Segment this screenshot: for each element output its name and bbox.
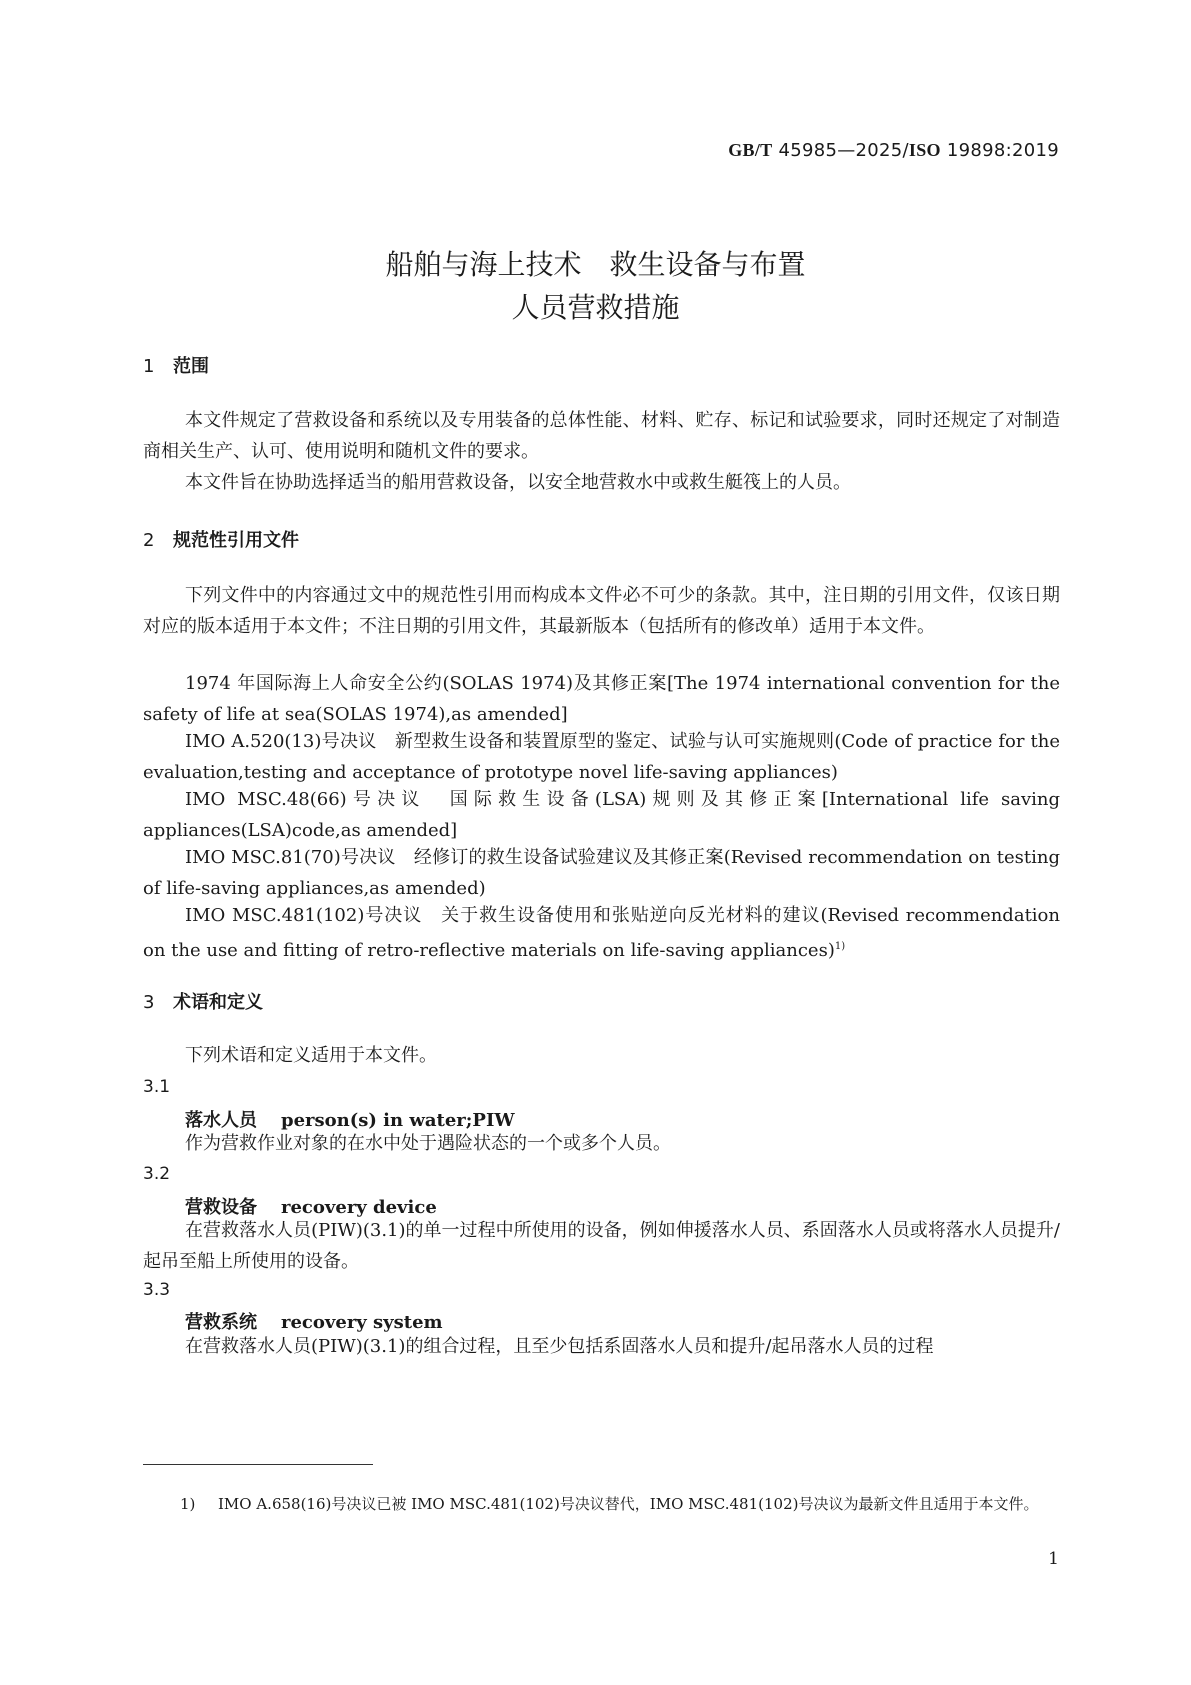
std-iso-number: 19898:2019 bbox=[940, 140, 1059, 161]
section-1-paragraph-2: 本文件旨在协助选择适当的船用营救设备，以安全地营救水中或救生艇筏上的人员。 bbox=[185, 472, 851, 493]
footnote-mark: 1) bbox=[180, 1495, 196, 1513]
term-3-2-en: recovery device bbox=[281, 1197, 437, 1218]
document-title-line1 bbox=[0, 243, 1191, 283]
term-3-1-number: 3.1 bbox=[143, 1077, 171, 1097]
term-3-1-zh: 落水人员 bbox=[185, 1110, 257, 1131]
footnote-divider bbox=[143, 1464, 373, 1465]
footnote-text: IMO A.658(16)号决议已被 IMO MSC.481(102)号决议替代，IMO MSC.481(102)号决议为最新文件且适用于本文件。 bbox=[218, 1495, 1039, 1513]
term-3-1-en: person(s) in water;PIW bbox=[281, 1110, 515, 1131]
footnote bbox=[180, 1490, 1060, 1518]
reference-5-text: IMO MSC.481(102)号决议 关于救生设备使用和张贴逆向反光材料的建议(Revised recommendation on the use and fitting of retro-reflective materials on life-saving appliances) bbox=[143, 905, 1060, 961]
section-3-heading bbox=[143, 988, 263, 1014]
term-3-3-en: recovery system bbox=[281, 1312, 443, 1333]
section-2-number: 2 bbox=[143, 530, 155, 551]
reference-4: IMO MSC.81(70)号决议 经修订的救生设备试验建议及其修正案(Revised recommendation on testing of life-saving appliances,as amended) bbox=[143, 847, 1060, 899]
section-1-paragraph-1: 本文件规定了营救设备和系统以及专用装备的总体性能、材料、贮存、标记和试验要求，同时还规定了对制造商相关生产、认可、使用说明和随机文件的要求。 bbox=[143, 410, 1060, 462]
section-1-title: 范围 bbox=[173, 356, 209, 377]
term-3-2-number: 3.2 bbox=[143, 1164, 171, 1184]
page-number: 1 bbox=[1048, 1549, 1059, 1569]
standard-number bbox=[728, 140, 1059, 161]
section-3-title: 术语和定义 bbox=[173, 992, 263, 1013]
reference-2: IMO A.520(13)号决议 新型救生设备和装置原型的鉴定、试验与认可实施规则(Code of practice for the evaluation,testing and acceptance of prototype novel life-saving appliances) bbox=[143, 731, 1060, 783]
footnote-reference-mark[interactable]: 1) bbox=[834, 941, 846, 952]
section-2-heading bbox=[143, 526, 299, 552]
reference-1: 1974 年国际海上人命安全公约(SOLAS 1974)及其修正案[The 1974 international convention for the safety of life at sea(SOLAS 1974),as amended] bbox=[143, 673, 1060, 725]
term-3-3-zh: 营救系统 bbox=[185, 1312, 257, 1333]
term-3-2-definition: 在营救落水人员(PIW)(3.1)的单一过程中所使用的设备，例如伸援落水人员、系固落水人员或将落水人员提升/起吊至船上所使用的设备。 bbox=[143, 1220, 1060, 1272]
term-3-3-number: 3.3 bbox=[143, 1280, 171, 1300]
document-title-line2: 人员营救措施 bbox=[511, 291, 680, 324]
section-2-paragraph-1: 下列文件中的内容通过文中的规范性引用而构成本文件必不可少的条款。其中，注日期的引用文件，仅该日期对应的版本适用于本文件；不注日期的引用文件，其最新版本（包括所有的修改单）适用于本文件。 bbox=[143, 585, 1060, 637]
title-part-b: 救生设备与布置 bbox=[609, 248, 806, 281]
section-1-number: 1 bbox=[143, 356, 155, 377]
std-iso-prefix: ISO bbox=[908, 140, 941, 160]
section-3-number: 3 bbox=[143, 992, 155, 1013]
term-3-1-definition: 作为营救作业对象的在水中处于遇险状态的一个或多个人员。 bbox=[185, 1133, 671, 1154]
term-3-3-definition: 在营救落水人员(PIW)(3.1)的组合过程，且至少包括系固落水人员和提升/起吊落水人员的过程 bbox=[185, 1336, 934, 1357]
section-2-title: 规范性引用文件 bbox=[173, 530, 299, 551]
section-3-intro: 下列术语和定义适用于本文件。 bbox=[185, 1045, 437, 1066]
term-3-2-zh: 营救设备 bbox=[185, 1197, 257, 1218]
reference-3: IMO MSC.48(66)号决议 国际救生设备(LSA)规则及其修正案[International life saving appliances(LSA)code,as amended] bbox=[143, 789, 1060, 841]
section-1-heading bbox=[143, 352, 209, 378]
reference-5 bbox=[143, 900, 1060, 966]
std-gb-number: 45985—2025/ bbox=[772, 140, 909, 161]
std-gb-prefix: GB/T bbox=[728, 140, 773, 160]
title-part-a: 船舶与海上技术 bbox=[385, 248, 582, 281]
